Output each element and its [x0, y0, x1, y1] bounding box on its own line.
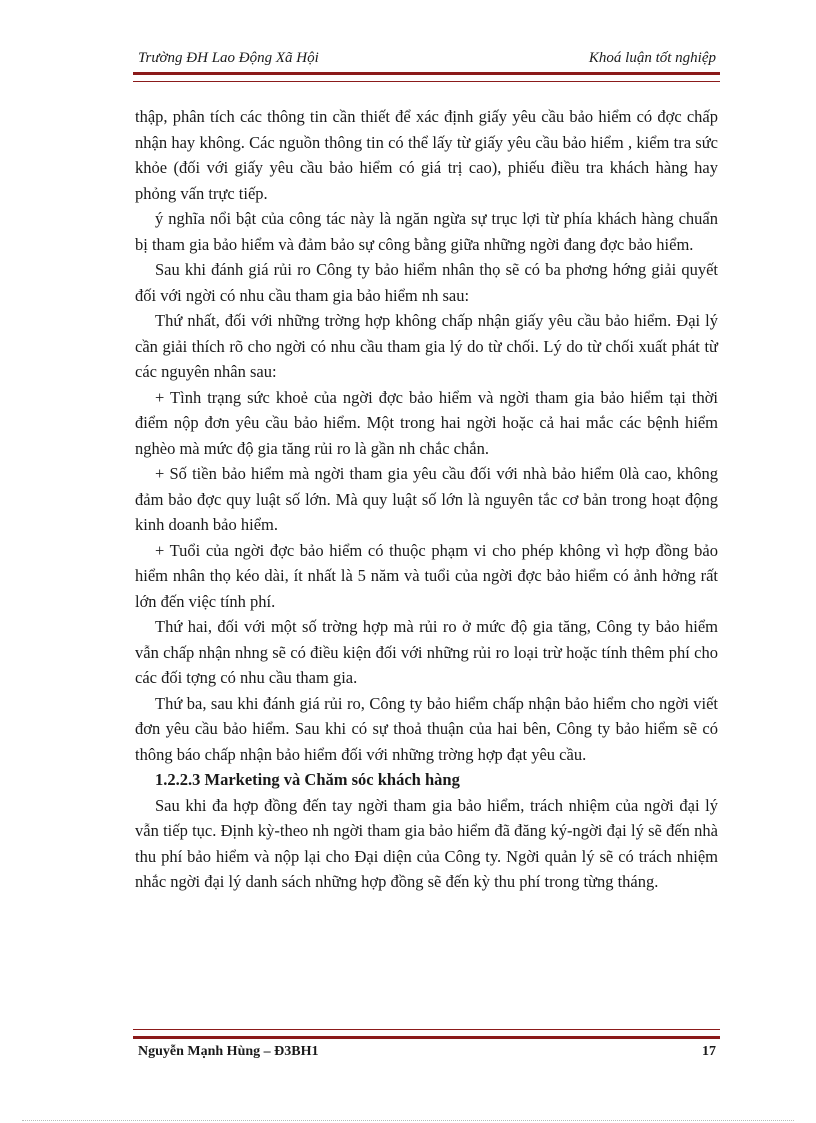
- header-doc-type: Khoá luận tốt nghiệp: [588, 50, 716, 66]
- paragraph: thập, phân tích các thông tin cần thiết để xác định giấy yêu cầu bảo hiểm có đợc chấp nhận hay không. Các nguồn thông tin có thể lấy từ giấy yêu cầu bảo hiểm , kiểm tra sức khỏe (đối với giấy yêu cầu bảo hiểm có giá trị cao), phiếu điều tra khách hàng hay phỏng vấn trực tiếp.: [135, 107, 718, 203]
- paragraph: + Tình trạng sức khoẻ của ngời đợc bảo hiểm và ngời tham gia bảo hiểm tại thời điểm nộp đơn yêu cầu bảo hiểm. Một trong hai ngời hoặc cả hai mắc các bệnh hiểm nghèo mà mức độ gia tăng rủi ro là gần nh chắc chắn.: [135, 387, 718, 458]
- page-footer: [138, 1044, 716, 1060]
- paragraph: + Số tiền bảo hiểm mà ngời tham gia yêu cầu đối với nhà bảo hiểm 0là cao, không đảm bảo đợc quy luật số lớn. Mà quy luật số lớn là nguyên tắc cơ bản trong hoạt động kinh doanh bảo hiểm.: [135, 464, 718, 534]
- header-school: Trường ĐH Lao Động Xã Hội: [138, 50, 319, 66]
- paragraph: + Tuổi của ngời đợc bảo hiểm có thuộc phạm vi cho phép không vì hợp đồng bảo hiểm nhân thọ kéo dài, ít nhất là 5 năm và tuổi của ngời đợc bảo hiểm có ảnh hởng rất lớn đến việc tính phí.: [135, 540, 718, 611]
- paragraph: Thứ ba, sau khi đánh giá rủi ro, Công ty bảo hiểm chấp nhận bảo hiểm cho ngời viết đơn yêu cầu bảo hiểm. Sau khi có sự thoả thuận của hai bên, Công ty bảo hiểm sẽ có thông báo chấp nhận bảo hiểm đối với những trờng hợp đạt yêu cầu.: [135, 693, 718, 764]
- paragraph: Thứ nhất, đối với những trờng hợp không chấp nhận giấy yêu cầu bảo hiểm. Đại lý cần giải thích rõ cho ngời có nhu cầu tham gia lý do từ chối. Lý do từ chối xuất phát từ các nguyên nhân sau:: [135, 311, 718, 381]
- paragraph: Thứ hai, đối với một số trờng hợp mà rủi ro ở mức độ gia tăng, Công ty bảo hiểm vẫn chấp nhận nhng sẽ có điều kiện đối với những rủi ro loại trừ hoặc tính thêm phí cho các đối tợng có nhu cầu tham gia.: [135, 617, 718, 687]
- page-header: [138, 50, 716, 67]
- paragraph: Sau khi đánh giá rủi ro Công ty bảo hiểm nhân thọ sẽ có ba phơng hớng giải quyết đối với ngời có nhu cầu tham gia bảo hiểm nh sau:: [135, 260, 718, 305]
- footer-rule: [133, 1029, 720, 1039]
- header-rule: [133, 72, 720, 82]
- section-heading: 1.2.2.3 Marketing và Chăm sóc khách hàng: [155, 770, 460, 789]
- page-edge-divider: [22, 1120, 794, 1121]
- paragraph: ý nghĩa nổi bật của công tác này là ngăn ngừa sự trục lợi từ phía khách hàng chuẩn bị tham gia bảo hiểm và đảm bảo sự công bằng giữa những ngời đang đợc bảo hiểm.: [135, 209, 718, 254]
- paragraph: Sau khi đa hợp đồng đến tay ngời tham gia bảo hiểm, trách nhiệm của ngời đại lý vẫn tiếp tục. Định kỳ-theo nh ngời tham gia bảo hiểm đã đăng ký-ngời đại lý sẽ đến nhà thu phí bảo hiểm và nộp lại cho Đại diện của Công ty. Ngời quản lý sẽ có trách nhiệm nhắc ngời đại lý danh sách những hợp đồng sẽ đến kỳ thu phí trong từng tháng.: [135, 795, 718, 891]
- document-body: [135, 104, 718, 895]
- page-number: 17: [702, 1044, 716, 1059]
- footer-author: Nguyễn Mạnh Hùng – Đ3BH1: [138, 1044, 319, 1059]
